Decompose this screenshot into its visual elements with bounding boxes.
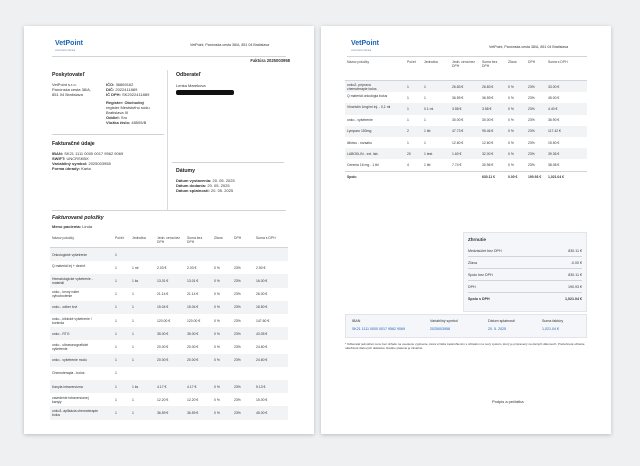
table-cell: 1 xyxy=(132,358,134,363)
table-row xyxy=(345,103,587,114)
summary-value: -0.00 € xyxy=(570,261,582,265)
table-cell: 1 xyxy=(115,292,117,297)
table-cell: 0 % xyxy=(214,358,220,363)
table-cell: 0 % xyxy=(508,140,514,145)
table-cell: 1 xyxy=(132,331,134,336)
table-cell: 15.04 € xyxy=(187,305,199,310)
provider-line: Panónska cesta 38/A, xyxy=(52,87,91,92)
summary-rule xyxy=(468,280,582,281)
table-cell: 2.03 € xyxy=(187,265,197,270)
table-cell: 1 xyxy=(132,292,134,297)
provider-heading: Poskytovateľ xyxy=(52,72,85,78)
ico-value: 36869162 xyxy=(115,82,134,87)
table-cell: Chemoterapia - bolus xyxy=(52,371,85,376)
column-header: Suma s DPH xyxy=(256,236,276,240)
table-cell: onko - vyšetrenie moču xyxy=(52,358,88,363)
header-address: VetPoint, Panónska cesta 38/A, 851 04 Bratislava xyxy=(190,43,270,47)
summary-value: 1,021.04 € xyxy=(565,297,582,301)
table-row xyxy=(50,261,288,274)
payment-label: Suma faktúry xyxy=(542,319,564,323)
invoice-page-1 xyxy=(24,26,314,434)
table-cell: 12.60 € xyxy=(452,140,464,145)
items-heading: Fakturované položky xyxy=(52,215,104,221)
payment-value: 2025003958 xyxy=(430,327,450,331)
table-row xyxy=(50,314,288,327)
table-row xyxy=(50,406,288,419)
oddiel-value: Sro xyxy=(120,115,128,120)
table-cell: 1 xyxy=(115,252,117,257)
table-cell: 0 % xyxy=(508,84,514,89)
table-row xyxy=(50,380,288,393)
total-cell: 190.93 € xyxy=(528,175,542,180)
table-cell: 1 xyxy=(115,397,117,402)
logo-tagline: veterinárna klinika xyxy=(351,49,372,52)
table-cell: onko - krvný náter vyhodnotenie xyxy=(52,290,80,299)
table-cell: 35.00 € xyxy=(187,331,199,336)
payment-box xyxy=(345,314,587,338)
table-cell: 1 xyxy=(424,118,426,123)
table-cell: 2.50 € xyxy=(256,265,266,270)
table-cell: 1 xyxy=(115,371,117,376)
table-cell: 2 xyxy=(407,129,409,134)
table-cell: 0 % xyxy=(214,331,220,336)
table-cell: 0 % xyxy=(214,305,220,310)
column-divider xyxy=(167,70,168,210)
table-cell: LABOKLIN - ext. lab. xyxy=(347,151,379,156)
table-cell: 45.00 € xyxy=(548,95,560,100)
table-cell: 1 ml xyxy=(132,265,139,270)
table-cell: 1 xyxy=(424,140,426,145)
table-cell: 30.00 € xyxy=(482,118,494,123)
column-header: Zľava xyxy=(508,60,517,64)
column-header: Počet xyxy=(407,60,416,64)
summary-label: Medzisúčet bez DPH xyxy=(468,249,502,253)
summary-rule xyxy=(468,268,582,269)
table-cell: 1 xyxy=(132,410,134,415)
provider-line: 851 04 Bratislava xyxy=(52,92,83,97)
column-header: Názov položky xyxy=(52,236,75,240)
table-cell: 30.96 € xyxy=(482,162,494,167)
table-cell: 0 % xyxy=(214,397,220,402)
column-header: Suma s DPH xyxy=(548,60,568,64)
table-cell: 38.08 € xyxy=(548,162,560,167)
due-date-value: 20. 05. 2025 xyxy=(210,188,234,193)
table-cell: 23% xyxy=(234,265,241,270)
column-header: Suma bez DPH xyxy=(482,60,498,68)
items-table-continued xyxy=(345,58,587,182)
table-cell: 23% xyxy=(234,292,241,297)
table-cell: 23% xyxy=(234,344,241,349)
table-cell: 0 % xyxy=(214,265,220,270)
registry-line: Bratislava III xyxy=(106,110,129,115)
table-cell: 23% xyxy=(528,140,535,145)
summary-value: 830.11 € xyxy=(568,273,582,277)
table-cell: 26.83 € xyxy=(482,84,494,89)
table-cell: Lymparo 150mg xyxy=(347,129,372,134)
ico-label: IČO: xyxy=(106,82,115,87)
total-cell: 630.11 € xyxy=(482,175,496,180)
table-cell: onko3- aplikácia chemoterapie bolus xyxy=(52,408,98,417)
table-cell: 20.00 € xyxy=(187,358,199,363)
table-cell: 23% xyxy=(234,318,241,323)
table-cell: 1 test xyxy=(424,151,433,156)
table-cell: 13.01 € xyxy=(157,278,169,283)
table-cell: 1 ks xyxy=(132,384,139,389)
table-cell: 20 xyxy=(407,151,411,156)
table-row xyxy=(50,274,288,287)
vlozka-value: 48505/B xyxy=(131,120,147,125)
table-cell: 23% xyxy=(528,118,535,123)
table-row xyxy=(345,137,587,148)
section-divider xyxy=(52,134,164,135)
dic-label: DIČ: xyxy=(106,87,115,92)
table-cell: 30.00 € xyxy=(452,118,464,123)
payment-value: 1,021.04 € xyxy=(542,327,559,331)
table-cell: 1 xyxy=(424,95,426,100)
table-header xyxy=(345,58,587,80)
summary-value: 190.93 € xyxy=(568,285,582,289)
vlozka-label: Vložka číslo: xyxy=(106,120,131,125)
table-cell: onko - vyšetrenie xyxy=(347,118,373,123)
table-cell: 16.00 € xyxy=(256,278,268,283)
summary-label: DPH xyxy=(468,285,476,289)
table-cell: 147.60 € xyxy=(256,318,270,323)
customer-heading: Odberateľ xyxy=(176,72,201,78)
table-cell: 45.00 € xyxy=(256,410,268,415)
table-cell: 23% xyxy=(234,358,241,363)
table-cell: onko - ultrasonografické vyšetrenie xyxy=(52,342,89,351)
summary-rule xyxy=(468,292,582,293)
table-cell: 23% xyxy=(528,129,535,134)
invoice-title: Faktúra 2025003958 xyxy=(250,58,290,63)
billing-details xyxy=(52,151,123,171)
column-header: Jedn. cena bez DPH xyxy=(452,60,475,68)
table-cell: 1 ks xyxy=(132,278,139,283)
table-cell: 32.00 € xyxy=(482,151,494,156)
vetpoint-logo: VetPoint xyxy=(351,40,380,47)
delivery-date-label: Dátum dodania: xyxy=(176,183,207,188)
redaction-bar xyxy=(176,90,234,95)
swift-label: SWIFT: xyxy=(52,156,66,161)
table-cell: 95.46 € xyxy=(482,129,494,134)
table-cell: Kanyla intravenózna xyxy=(52,384,83,389)
table-cell: 12.20 € xyxy=(157,397,169,402)
table-cell: 36.59 € xyxy=(157,410,169,415)
table-row xyxy=(50,367,288,380)
table-cell: 1 xyxy=(115,305,117,310)
column-header: DPH xyxy=(528,60,536,64)
provider-line: VetPoint s.r.o. xyxy=(52,82,77,87)
table-cell: 0 % xyxy=(508,106,514,111)
table-cell: 0 % xyxy=(508,95,514,100)
table-cell: 1 xyxy=(407,118,409,123)
table-cell: 1 xyxy=(115,358,117,363)
payment-value: SK21 1111 0000 0017 9562 9069 xyxy=(352,327,405,331)
table-cell: 39.36 € xyxy=(548,151,560,156)
table-cell: 23% xyxy=(234,278,241,283)
table-cell: 23% xyxy=(234,331,241,336)
iban-label: IBAN: xyxy=(52,151,64,156)
summary-rule xyxy=(468,256,582,257)
table-cell: 26.83 € xyxy=(452,84,464,89)
provider-address xyxy=(52,82,91,97)
column-header: Zľava xyxy=(214,236,223,240)
table-cell: 15.00 € xyxy=(256,397,268,402)
table-cell: 1 xyxy=(115,410,117,415)
table-cell: 0 % xyxy=(214,318,220,323)
table-cell: 24.60 € xyxy=(256,358,268,363)
table-row xyxy=(50,354,288,367)
table-cell: 0 % xyxy=(214,278,220,283)
table-cell: 0 % xyxy=(508,129,514,134)
table-cell: 23% xyxy=(234,397,241,402)
table-cell: 1 xyxy=(407,95,409,100)
table-cell: 1 xyxy=(132,305,134,310)
icdph-label: IČ DPH: xyxy=(106,92,121,97)
table-cell: onko - odber krvi xyxy=(52,305,78,310)
customer-name: Lenka Marekova xyxy=(176,83,206,88)
swift-value: UNCRSKBX xyxy=(66,156,89,161)
table-cell: 33.00 € xyxy=(548,84,560,89)
payment-form-label: Forma úhrady: xyxy=(52,166,81,171)
table-cell: 1.60 € xyxy=(452,151,462,156)
table-cell: 21.14 € xyxy=(187,292,199,297)
table-cell: 0 % xyxy=(508,118,514,123)
table-cell: 20.00 € xyxy=(157,344,169,349)
billing-heading: Fakturačné údaje xyxy=(52,141,95,147)
table-cell: 1 tbl xyxy=(424,129,431,134)
table-cell: 0 % xyxy=(214,292,220,297)
table-row xyxy=(345,81,587,92)
table-cell: 1 tbl xyxy=(424,162,431,167)
table-row xyxy=(345,148,587,159)
table-cell: 18.50 € xyxy=(256,305,268,310)
summary-heading: Zhrnutie xyxy=(468,237,486,242)
table-row xyxy=(50,340,288,353)
payment-value: 20. 5. 2025 xyxy=(488,327,506,331)
table-cell: 1 xyxy=(407,106,409,111)
patient-label: Meno pacienta: xyxy=(52,224,82,229)
column-header: Jednotka xyxy=(132,236,146,240)
icdph-value: SK2022411889 xyxy=(122,92,150,97)
vetpoint-logo: VetPoint xyxy=(55,40,84,47)
summary-label: Zľava xyxy=(468,261,478,265)
section-divider xyxy=(172,162,284,163)
signature-label: Podpis a pečiatka xyxy=(492,399,524,404)
table-cell: 0 % xyxy=(214,410,220,415)
summary-value: 830.11 € xyxy=(568,249,582,253)
payment-label: IBAN xyxy=(352,319,361,323)
table-cell: Hematologické vyšetrenie - materiál xyxy=(52,276,93,285)
table-cell: 4 xyxy=(407,162,409,167)
table-cell: 23% xyxy=(528,95,535,100)
table-cell: 12.20 € xyxy=(187,397,199,402)
vs-value: 2025003958 xyxy=(88,161,111,166)
column-header: Názov položky xyxy=(347,60,370,64)
registry-line: register Mestského súdu xyxy=(106,105,150,110)
table-cell: 47.73 € xyxy=(452,129,464,134)
header-divider xyxy=(52,56,286,57)
table-cell: 43.05 € xyxy=(256,331,268,336)
table-cell: 21.14 € xyxy=(157,292,169,297)
table-cell: 20.00 € xyxy=(157,358,169,363)
table-row xyxy=(345,115,587,126)
table-cell: onko2- príprava chemoterapie bolus xyxy=(347,82,377,91)
logo-tagline: veterinárna klinika xyxy=(55,49,76,52)
table-cell: 13.01 € xyxy=(187,278,199,283)
table-row xyxy=(50,248,288,261)
table-cell: 36.59 € xyxy=(452,95,464,100)
table-cell: Vincristin 1mg/ml inj. - 0,1 ml xyxy=(347,104,391,109)
table-cell: zavedenie intravenóznej kanyly xyxy=(52,395,89,404)
table-cell: 15.04 € xyxy=(157,305,169,310)
delivery-date-value: 20. 05. 2025 xyxy=(207,183,230,188)
table-cell: Cerenia 16 mg - 1 tbl xyxy=(347,162,379,167)
table-cell: 3.58 € xyxy=(452,106,462,111)
invoice-page-2 xyxy=(321,26,611,434)
table-cell: 1 xyxy=(132,397,134,402)
table-cell: 15.50 € xyxy=(548,140,560,145)
table-row xyxy=(345,92,587,103)
table-cell: 24.60 € xyxy=(256,344,268,349)
iban-value: SK21 1111 0000 0017 9562 9069 xyxy=(64,151,124,156)
table-cell: 35.00 € xyxy=(157,331,169,336)
table-cell: liživiso - rozsahu xyxy=(347,140,373,145)
summary-box xyxy=(463,232,587,312)
table-cell: 1 xyxy=(424,84,426,89)
table-cell: 1 xyxy=(115,318,117,323)
table-cell: 1 xyxy=(132,318,134,323)
table-cell: 0.1 ml xyxy=(424,106,434,111)
dates-details xyxy=(176,178,235,193)
table-row xyxy=(50,393,288,406)
issue-date-value: 20. 05. 2025 xyxy=(212,178,235,183)
dates-heading: Dátumy xyxy=(176,168,196,174)
table-cell: Q materiál onkológia bolus xyxy=(347,93,388,98)
header-address: VetPoint, Panónska cesta 38/A, 851 04 Bratislava xyxy=(489,45,569,49)
footnote: * Odberateľ jednotlivú cenu bez ohľadu na uvedenie vyplnenie, ktorá vznikla zaokrúhlením s ohľadom na nový systém, ktorý je pripravený na daných dátumoch. Prebehnuté sčítanie náležitosti daňových dokladov. Reálne platenie je záväzné. xyxy=(345,342,585,350)
table-cell: 1 xyxy=(115,278,117,283)
oddiel-label: Oddiel: xyxy=(106,115,120,120)
table-cell: 20.00 € xyxy=(187,344,199,349)
table-cell: Onkologické vyšetrenie xyxy=(52,252,88,257)
table-cell: 1 xyxy=(132,344,134,349)
table-cell: 120.00 € xyxy=(157,318,171,323)
table-cell: 36.90 € xyxy=(548,118,560,123)
table-cell: 0 % xyxy=(508,162,514,167)
table-cell: 26.00 € xyxy=(256,292,268,297)
table-cell: 23% xyxy=(528,162,535,167)
payment-label: Variabilný symbol xyxy=(430,319,458,323)
table-cell: 1 xyxy=(115,344,117,349)
table-cell: 4.40 € xyxy=(548,106,558,111)
table-row xyxy=(345,126,587,137)
table-cell: 23% xyxy=(234,305,241,310)
table-cell: Q materiál inj + dezinf. xyxy=(52,263,86,268)
payment-form-value: Karta xyxy=(81,166,91,171)
table-cell: 1 xyxy=(115,384,117,389)
table-cell: 23% xyxy=(528,106,535,111)
table-cell: 23% xyxy=(528,151,535,156)
table-cell: 0 % xyxy=(214,384,220,389)
dic-value: 2022411889 xyxy=(115,87,138,92)
table-cell: 7.74 € xyxy=(452,162,462,167)
column-header: Počet xyxy=(115,236,124,240)
vs-label: Variabilný symbol: xyxy=(52,161,88,166)
table-cell: 1 xyxy=(115,265,117,270)
table-cell: 1 xyxy=(407,140,409,145)
table-row xyxy=(50,301,288,314)
items-table xyxy=(50,234,288,420)
registry-line: Register: Obchodný xyxy=(106,100,145,105)
table-row xyxy=(50,327,288,340)
column-header: DPH xyxy=(234,236,242,240)
issue-date-label: Dátum vystavenia: xyxy=(176,178,212,183)
column-header: Jednotka xyxy=(424,60,438,64)
section-divider xyxy=(52,210,286,211)
summary-label: Spolu s DPH xyxy=(468,297,490,301)
table-cell: 5.13 € xyxy=(256,384,266,389)
table-cell: 36.59 € xyxy=(187,410,199,415)
table-cell: 12.60 € xyxy=(482,140,494,145)
column-header: Jedn. cena bez DPH xyxy=(157,236,180,244)
table-cell: 1 xyxy=(407,84,409,89)
table-row xyxy=(50,288,288,301)
table-cell: 0 % xyxy=(214,344,220,349)
table-cell: 3.58 € xyxy=(482,106,492,111)
table-cell: onko - RTG xyxy=(52,331,70,336)
table-cell: 4.17 € xyxy=(157,384,167,389)
table-cell: 1 xyxy=(115,331,117,336)
table-cell: 2.03 € xyxy=(157,265,167,270)
table-cell: 23% xyxy=(234,410,241,415)
table-cell: onko - klinické vyšetrenie / kontrola xyxy=(52,316,92,325)
table-cell: 0 % xyxy=(508,151,514,156)
table-cell: 23% xyxy=(528,84,535,89)
table-cell: 23% xyxy=(234,384,241,389)
summary-label: Spolu bez DPH xyxy=(468,273,493,277)
column-header: Suma bez DPH xyxy=(187,236,203,244)
total-row xyxy=(345,172,587,183)
due-date-label: Dátum splatnosti: xyxy=(176,188,210,193)
provider-ids xyxy=(106,82,150,125)
total-cell: 1,021.04 € xyxy=(548,175,565,180)
payment-label: Dátum splatnosti xyxy=(488,319,515,323)
table-cell: 4.17 € xyxy=(187,384,197,389)
table-row xyxy=(345,159,587,170)
total-cell: 0.00 € xyxy=(508,175,518,180)
total-cell: Spolu xyxy=(347,175,357,180)
table-cell: 36.59 € xyxy=(482,95,494,100)
table-cell: 117.42 € xyxy=(548,129,561,134)
patient-value: Linda xyxy=(82,224,93,229)
table-header xyxy=(50,234,288,247)
table-cell: 120.00 € xyxy=(187,318,201,323)
header-divider xyxy=(347,56,587,57)
